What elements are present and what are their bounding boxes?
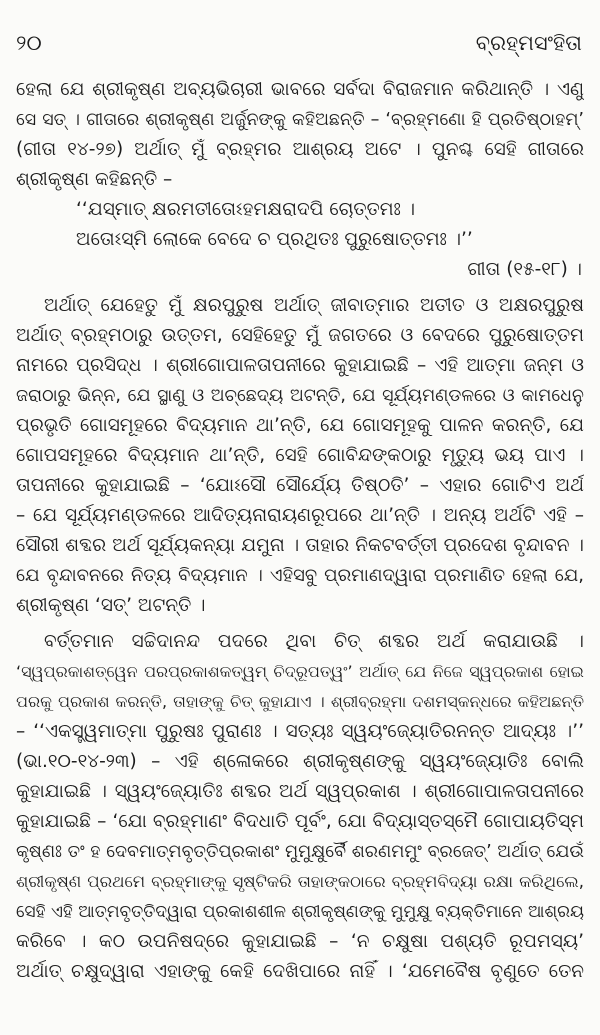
text-line: – ‘‘ଏକସ୍ତ୍ୱମାତ୍ମା ପୁରୁଷଃ ପୁରାଣଃ । ସତ୍ୟଃ ସ୍ୱୟଂଜ୍ୟୋତିରନନ୍ତ ଆଦ୍ୟଃ ।’’ — [16, 721, 584, 742]
text-line: ଯେ ବୃନ୍ଦାବନରେ ନିତ୍ୟ ବିଦ୍ୟମାନ । ଏହିସବୁ ପ୍ରମାଣଦ୍ୱାରା ପ୍ରମାଣିତ ହେଲା ଯେ, — [16, 565, 584, 586]
verse-line: ‘‘ଯସ୍ମାତ୍ କ୍ଷରମତୀତୋଽହମକ୍ଷରାଦପି ଚୋତ୍ତମଃ । — [76, 199, 416, 220]
text-line: ସେହି ଏହି ଆତ୍ମବୃତ୍ତିଦ୍ୱାରା ପ୍ରକାଶଶୀଳ ଶ୍ରୀକୃଷ୍ଣଙ୍କୁ ମୁମୁକ୍ଷୁ ବ୍ୟକ୍ତିମାନେ ଆଶ୍ରୟ — [16, 902, 584, 922]
paragraph-2 — [16, 291, 584, 621]
text-line: ଗୋପସମୂହରେ ବିଦ୍ୟମାନ ଥା’ନ୍ତି, ସେହି ଗୋବିନ୍ଦଙ୍କଠାରୁ ମୃତ୍ୟୁ ଭୟ ପାଏ । — [16, 445, 584, 466]
text-line: (ଗୀତା ୧୪-୨୭) ଅର୍ଥାତ୍ ମୁଁ ବ୍ରହ୍ମର ଆଶ୍ରୟ ଅଟେ । ପୁନଶ୍ଚ ସେହି ଗୀତାରେ — [16, 139, 584, 160]
text-line: ତାପନୀରେ କୁହାଯାଇଛି – ‘ଯୋଽସୌ ସୌର୍ଯ୍ୟେ ତିଷ୍ଠତି’ – ଏହାର ଗୋଟିଏ ଅର୍ଥ — [16, 475, 584, 496]
verse-quote — [16, 195, 584, 255]
page-number: ୨୦ — [16, 31, 42, 55]
verse-citation: ଗୀତା (୧୫-୧୮) । — [467, 259, 582, 280]
text-line: ବର୍ତ୍ତମାନ ସଚ୍ଚିଦାନନ୍ଦ ପଦରେ ଥିବା ଚିତ୍ ଶବ୍ଦର ଅର୍ଥ କରାଯାଉଛି । — [44, 631, 584, 652]
text-line: କୁହାଯାଇଛି । ସ୍ୱୟଂଜ୍ୟୋତିଃ ଶବ୍ଦର ଅର୍ଥ ସ୍ୱପ୍ରକାଶ । ଶ୍ରୀଗୋପାଳତାପନୀରେ — [16, 781, 584, 802]
text-line: ଅର୍ଥାତ୍ ଯେହେତୁ ମୁଁ କ୍ଷରପୁରୁଷ ଅର୍ଥାତ୍ ଜୀବାତ୍ମାର ଅତୀତ ଓ ଅକ୍ଷରପୁରୁଷ — [44, 295, 584, 316]
text-line: ଅର୍ଥାତ୍ ଚକ୍ଷୁଦ୍ୱାରା ଏହାଙ୍କୁ କେହି ଦେଖିପାରେ ନାହିଁ । ‘ଯମେବୈଷ ବୃଣୁତେ ତେନ — [16, 961, 584, 982]
text-line: (ଭା.୧୦-୧୪-୨୩) – ଏହି ଶ୍ଳୋକରେ ଶ୍ରୀକୃଷ୍ଣଙ୍କୁ ସ୍ୱୟଂଜ୍ୟୋତିଃ ବୋଲି — [16, 751, 584, 772]
text-line: ‘ସ୍ୱପ୍ରକାଶତ୍ୱେନ ପରପ୍ରକାଶକତ୍ୱମ୍ ଚିଦ୍ରୂପତ୍ୱଂ’ ଅର୍ଥାତ୍ ଯେ ନିଜେ ସ୍ୱପ୍ରକାଶ ହୋଇ — [16, 662, 584, 681]
text-line: କୃଷ୍ଣଃ ତଂ ହ ଦେବମାତ୍ମବୃତ୍ତିପ୍ରକାଶଂ ମୁମୁକ୍ଷୁର୍ବୈ ଶରଣମମୁଂ ବ୍ରଜେତ୍’ ଅର୍ଥାତ୍ ଯେଉଁ — [16, 842, 584, 862]
text-line: ଶ୍ରୀକୃଷ୍ଣ କହିଛନ୍ତି – — [16, 169, 173, 190]
text-line: ସେ ସତ୍ । ଗୀତାରେ ଶ୍ରୀକୃଷ୍ଣ ଅର୍ଜୁନଙ୍କୁ କହିଅଛନ୍ତି – ‘ବ୍ରହ୍ମଣୋ ହି ପ୍ରତିଷ୍ଠାହମ୍’ — [16, 110, 584, 130]
text-line: ନାମରେ ପ୍ରସିଦ୍ଧ । ଶ୍ରୀଗୋପାଳତାପନୀରେ କୁହାଯାଇଛି – ଏହି ଆତ୍ମା ଜନ୍ମ ଓ — [16, 355, 584, 376]
text-line: ଜରାଠାରୁ ଭିନ୍ନ, ଯେ ସ୍ଥାଣୁ ଓ ଅଚ୍ଛେଦ୍ୟ ଅଟନ୍ତି, ଯେ ସୂର୍ଯ୍ୟମଣ୍ଡଳରେ ଓ କାମଧେନୁ — [16, 386, 584, 406]
text-line: ଶ୍ରୀକୃଷ୍ଣ ‘ସତ୍’ ଅଟନ୍ତି । — [16, 595, 206, 616]
text-line: ଶ୍ରୀକୃଷ୍ଣ ପ୍ରଥମେ ବ୍ରହ୍ମାଙ୍କୁ ସୃଷ୍ଟିକରି ତାହାଙ୍କଠାରେ ବ୍ରହ୍ମବିଦ୍ୟା ରକ୍ଷା କରିଥିଲେ, — [16, 872, 584, 891]
paragraph-3 — [16, 627, 584, 987]
running-title: ବ୍ରହ୍ମସଂହିତା — [475, 31, 582, 55]
text-line: – ଯେ ସୂର୍ଯ୍ୟମଣ୍ଡଳରେ ଆଦିତ୍ୟନାରାୟଣରୂପରେ ଥା’ନ୍ତି । ଅନ୍ୟ ଅର୍ଥଟି ଏହି – — [16, 505, 584, 526]
text-line: ଅର୍ଥାତ୍ ବ୍ରହ୍ମଠାରୁ ଉତ୍ତମ, ସେହିହେତୁ ମୁଁ ଜଗତରେ ଓ ବେଦରେ ପୁରୁଷୋତ୍ତମ — [16, 325, 584, 346]
text-line: କରିବେ । କଠ ଉପନିଷଦ୍‌ରେ କୁହାଯାଇଛି – ‘ନ ଚକ୍ଷୁଷା ପଶ୍ୟତି ରୂପମସ୍ୟ’ — [16, 931, 584, 952]
page-body — [16, 75, 584, 987]
text-line: ସୌରୀ ଶବ୍ଦର ଅର୍ଥ ସୂର୍ଯ୍ୟକନ୍ୟା ଯମୁନା । ତାହାର ନିକଟବର୍ତ୍ତୀ ପ୍ରଦେଶ ବୃନ୍ଦାବନ । — [16, 535, 584, 556]
page-header — [16, 28, 582, 60]
text-line: ପରକୁ ପ୍ରକାଶ କରନ୍ତି, ତାହାଙ୍କୁ ଚିତ୍ କୁହାଯାଏ । ଶ୍ରୀବ୍ରହ୍ମା ଦଶମସ୍କନ୍ଧରେ କହିଅଛନ୍ତି — [16, 692, 584, 711]
text-line: ହେଲା ଯେ ଶ୍ରୀକୃଷ୍ଣ ଅବ୍ୟଭିଚାରୀ ଭାବରେ ସର୍ବଦା ବିରାଜମାନ କରିଥାନ୍ତି । ଏଣୁ — [16, 79, 584, 100]
verse-line: ଅତୋଽସ୍ମି ଲୋକେ ବେଦେ ଚ ପ୍ରଥିତଃ ପୁରୁଷୋତ୍ତମଃ ।’’ — [76, 229, 473, 250]
paragraph-1 — [16, 75, 584, 285]
text-line: ପ୍ରଭୃତି ଗୋସମୂହରେ ବିଦ୍ୟମାନ ଥା’ନ୍ତି, ଯେ ଗୋସମୂହକୁ ପାଳନ କରନ୍ତି, ଯେ — [16, 415, 584, 436]
text-line: କୁହାଯାଇଛି – ‘ଯୋ ବ୍ରହ୍ମାଣଂ ବିଦଧାତି ପୂର୍ବଂ, ଯୋ ବିଦ୍ୟାସ୍ତସ୍ମୈ ଗୋପାୟତିସ୍ମ — [16, 811, 584, 832]
